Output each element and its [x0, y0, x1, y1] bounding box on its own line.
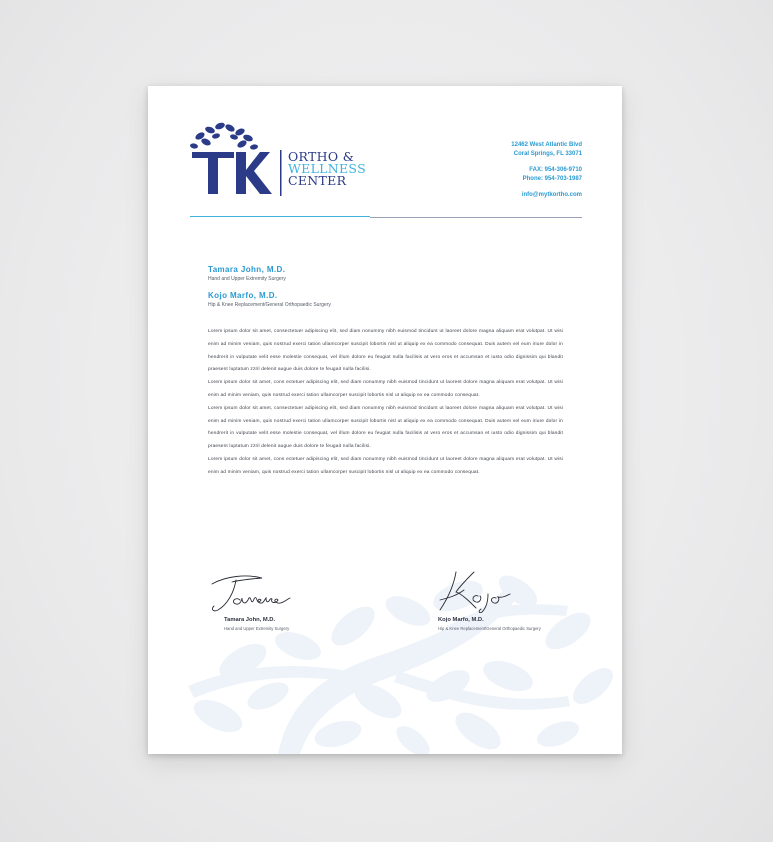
body-paragraph: Lorem ipsum dolor sit amet, consectetuer adipiscing elit, sed diam nonummy nibh euismod tincidunt ut laoreet dolore magna aliquam erat volutpat. Ut wisi enim ad minim veniam, quis nostrud exerci tation ullamcorper suscipit lobortis nisl ut aliquip ex ea commodo consequat. Duis autem vel eum iriure dolor in hendrerit in vulputate velit esse molestie consequat, vel illum dolore eu feugiat nulla facilisis at vero eros et accumsan et iusto odio dignissim qui blandit praesent luptatum zzril delenit augue duis dolore te feugait nulla facilisi.	[208, 405, 563, 450]
doctor-name: Kojo Marfo, M.D.	[208, 291, 278, 300]
body-paragraph: Lorem ipsum dolor sit amet, consectetuer adipiscing elit, sed diam nonummy nibh euismod tincidunt ut laoreet dolore magna aliquam erat volutpat. Ut wisi enim ad minim veniam, quis nostrud exerci tation ullamcorper suscipit lobortis nisl ut aliquip ex ea commodo consequat. Duis autem vel eum iriure dolor in hendrerit in vulputate velit esse molestie consequat, vel illum dolore eu feugiat nulla facilisis at vero eros et accumsan et iusto odio dignissim qui blandit praesent luptatum zzril delenit augue duis dolore te feugait nulla facilisi.	[208, 329, 563, 373]
signature-block-tamara	[206, 570, 326, 632]
header-rule-grey	[370, 217, 582, 218]
body-paragraph: Lorem ipsum dolor sit amet, cons ectetuer adipiscing elit, sed diam nonummy nibh euismod tincidunt ut laoreet dolore magna aliquam erat volutpat. Ut wisi enim ad minim veniam, quis nostrud exerci tation ullamcorper suscipit lobortis nisl ut aliquip ex ea commodo consequat.	[208, 380, 563, 398]
address-line-1: 12462 West Atlantic Blvd	[511, 142, 582, 148]
letter-body	[208, 326, 563, 480]
header-rule-blue	[190, 216, 370, 217]
email-address[interactable]: info@mytkortho.com	[521, 192, 582, 198]
logo-line-wellness: WELLNESS	[288, 161, 366, 176]
tamara-signature	[206, 570, 326, 616]
body-paragraph: Lorem ipsum dolor sit amet, cons ectetuer adipiscing elit, sed diam nonummy nibh euismod tincidunt ut laoreet dolore magna aliquam erat volutpat. Ut wisi enim ad minim veniam, quis nostrud exerci tation ullamcorper suscipit lobortis nisl ut aliquip ex ea commodo consequat.	[208, 456, 563, 475]
logo-text	[288, 151, 366, 187]
logo-line-center: CENTER	[288, 173, 347, 188]
phone-number: Phone: 954-703-1987	[522, 175, 582, 182]
doctor-specialty: Hand and Upper Extremity Surgery	[208, 276, 286, 282]
logo-line-ortho: ORTHO &	[288, 149, 355, 164]
signature-block-kojo	[434, 568, 541, 632]
doctor-name: Tamara John, M.D.	[208, 265, 286, 274]
signatory-specialty: Hip & Knee Replacement/General Orthopaedic Surgery	[438, 626, 541, 631]
contact-block	[511, 141, 582, 200]
address-line-2: Coral Springs, FL 33071	[513, 150, 582, 157]
signatory-specialty: Hand and Upper Extremity Surgery	[224, 626, 290, 631]
doctor-specialty: Hip & Knee Replacement/General Orthopaedic Surgery	[208, 302, 331, 308]
letterhead-page	[148, 86, 622, 754]
kojo-signature	[434, 568, 534, 616]
doctor-list	[208, 264, 331, 316]
fax-number: FAX: 954-306-9710	[529, 167, 582, 173]
signatory-name: Tamara John, M.D.	[224, 617, 276, 623]
signatory-name: Kojo Marfo, M.D.	[438, 617, 484, 623]
